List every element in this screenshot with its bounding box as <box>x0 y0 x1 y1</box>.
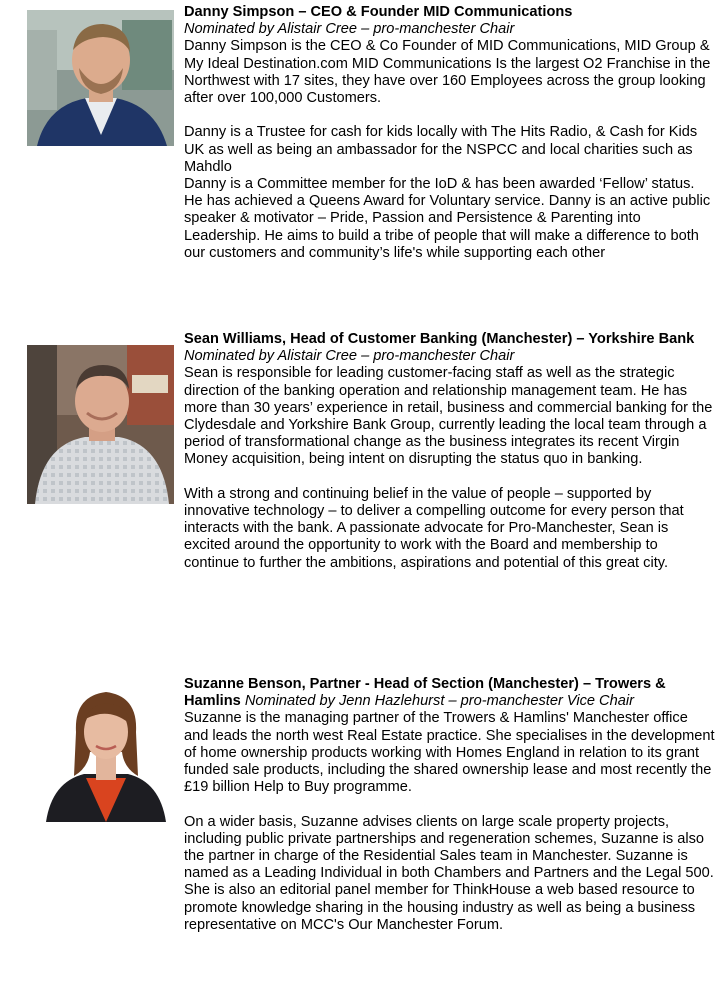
bio-paragraph: Danny is a Trustee for cash for kids locally with The Hits Radio, & Cash for Kids UK as well as being an ambassador for the NSPCC and local charities such as Mahdlo <box>184 124 698 175</box>
bio-text <box>184 4 716 262</box>
bio-nominated-by: Nominated by Alistair Cree – pro-manchester Chair <box>184 348 515 365</box>
bio-text <box>184 331 716 572</box>
bio-paragraph: Suzanne is the managing partner of the Trowers & Hamlins' Manchester office and leads the north west Real Estate practice. She specialises in the development of home ownership products working with Homes England in relation to its grant funded sale products, including the shared ownership lease and most recently the £19 billion Help to Buy programme. <box>184 710 715 796</box>
bio-paragraph: On a wider basis, Suzanne advises clients on large scale property projects, including public private partnerships and regeneration schemes, Suzanne is also the partner in charge of the Residential Sales team in Manchester. Suzanne is named as a Leading Individual in both Chambers and Partners and the Legal 500. She is also an editorial panel member for ThinkHouse a web based resource to promote knowledge sharing in the housing industry as well as being a business representative on MCC's Our Manchester Forum. <box>184 813 714 933</box>
bio-nominated-by: Nominated by Alistair Cree – pro-manchester Chair <box>184 21 515 38</box>
bio-paragraph: With a strong and continuing belief in the value of people – supported by innovative technology – to deliver a compelling outcome for every person that interacts with the bank. A passionate advocate for Pro-Manchester, Sean is excited around the opportunity to work with the Board and membership to continue to further the ambitions, aspirations and potential of this great city. <box>184 485 684 571</box>
bio-name: Danny Simpson – CEO & Founder MID Communications <box>184 4 573 20</box>
bio-paragraph: Danny is a Committee member for the IoD & has been awarded ‘Fellow’ status. He has achieved a Queens Award for Voluntary service. Danny is an active public speaker & motivator – Pride, Passion and Persistence & Parenting into Leadership. He aims to build a tribe of people that will make a difference to both our customers and community’s life's while supporting each other <box>184 176 711 261</box>
bio-name: Sean Williams, Head of Customer Banking (Manchester) – Yorkshire Bank <box>184 331 695 347</box>
photo-sean-williams <box>27 345 174 504</box>
bio-paragraph: Sean is responsible for leading customer-facing staff as well as the strategic direction of the banking operation and relationship management team. He has more than 30 years’ experience in retail, business and commercial banking for the Clydesdale and Yorkshire Bank Group, currently leading the local team through a period of transformational change as the business integrates its recent Virgin Money acquisition, being intent on disrupting the status quo in banking. <box>184 365 713 468</box>
bio-paragraph: Danny Simpson is the CEO & Co Founder of MID Communications, MID Group & My Ideal Destination.com MID Communications Is the largest O2 Franchise in the Northwest with 17 sites, they have over 160 Employees across the group looking after over 100,000 Customers. <box>184 38 711 107</box>
bio-text <box>184 676 716 934</box>
photo-suzanne-benson <box>40 682 172 822</box>
bio-nominated-by: Nominated by Jenn Hazlehurst – pro-manchester Vice Chair <box>244 693 634 710</box>
photo-danny-simpson <box>27 10 174 146</box>
bio-header <box>184 676 716 710</box>
bio-name: Suzanne Benson, Partner - Head of Section (Manchester) – Trowers & Hamlins <box>184 676 666 710</box>
